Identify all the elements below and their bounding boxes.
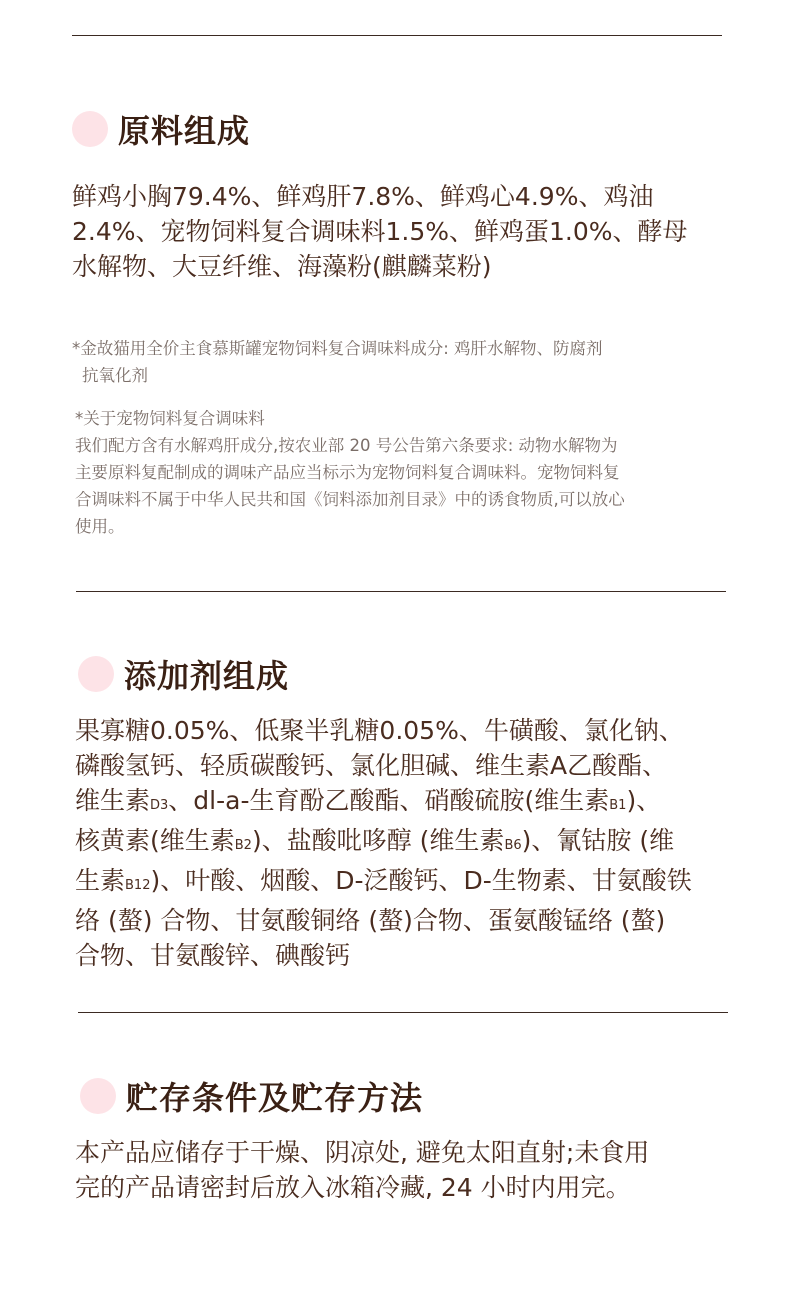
footnote-line: *金故猫用全价主食慕斯罐宠物饲料复合调味料成分: 鸡肝水解物、防腐剂: [72, 339, 603, 358]
storage-line: 本产品应储存于干燥、阴凉处, 避免太阳直射;未食用: [75, 1138, 650, 1167]
pink-dot-icon: [78, 656, 114, 692]
additives-line: 果寡糖0.05%、低聚半乳糖0.05%、牛磺酸、氯化钠、: [75, 716, 684, 745]
footnote-line: *关于宠物饲料复合调味料: [75, 409, 265, 428]
top-divider: [72, 35, 722, 36]
seasoning-footnote: [72, 335, 603, 389]
additives-line: 核黄素(维生素B2)、盐酸吡哆醇 (维生素B6)、氰钴胺 (维: [75, 826, 675, 855]
footnote-line: 主要原料复配制成的调味产品应当标示为宠物饲料复合调味料。宠物饲料复: [75, 463, 620, 482]
footnote-line: 我们配方含有水解鸡肝成分,按农业部 20 号公告第六条要求: 动物水解物为: [75, 436, 618, 455]
ingredients-title: 原料组成: [118, 112, 251, 150]
additives-list: [75, 713, 692, 973]
additives-line: 磷酸氢钙、轻质碳酸钙、氯化胆碱、维生素A乙酸酯、: [75, 751, 668, 780]
storage-title: 贮存条件及贮存方法: [126, 1079, 424, 1117]
ingredients-list: [72, 179, 688, 284]
additives-line: 生素B12)、叶酸、烟酸、D-泛酸钙、D-生物素、甘氨酸铁: [75, 866, 692, 895]
pink-dot-icon: [72, 111, 108, 147]
footnote-line: 合调味料不属于中华人民共和国《饲料添加剂目录》中的诱食物质,可以放心: [75, 490, 625, 509]
ingredients-line: 水解物、大豆纤维、海藻粉(麒麟菜粉): [72, 252, 492, 281]
storage-text: [75, 1135, 649, 1205]
footnote-line: 使用。: [75, 517, 125, 536]
storage-line: 完的产品请密封后放入冰箱冷藏, 24 小时内用完。: [75, 1173, 631, 1202]
additives-header: [78, 651, 289, 697]
footnote-line: 抗氧化剂: [82, 366, 148, 385]
storage-header: [80, 1073, 423, 1119]
section-divider: [78, 1012, 728, 1013]
additives-title: 添加剂组成: [124, 657, 290, 695]
additives-line: 络 (螯) 合物、甘氨酸铜络 (螯)合物、蛋氨酸锰络 (螯): [75, 906, 666, 935]
ingredients-header: [72, 106, 250, 152]
pink-dot-icon: [80, 1078, 116, 1114]
seasoning-explanation: [75, 405, 625, 540]
section-divider: [76, 591, 726, 592]
ingredients-line: 鲜鸡小胸79.4%、鲜鸡肝7.8%、鲜鸡心4.9%、鸡油: [72, 182, 654, 211]
additives-line: 合物、甘氨酸锌、碘酸钙: [75, 941, 351, 970]
ingredients-line: 2.4%、宠物饲料复合调味料1.5%、鲜鸡蛋1.0%、酵母: [72, 217, 688, 246]
additives-line: 维生素D3、dl-a-生育酚乙酸酯、硝酸硫胺(维生素B1)、: [75, 786, 662, 815]
